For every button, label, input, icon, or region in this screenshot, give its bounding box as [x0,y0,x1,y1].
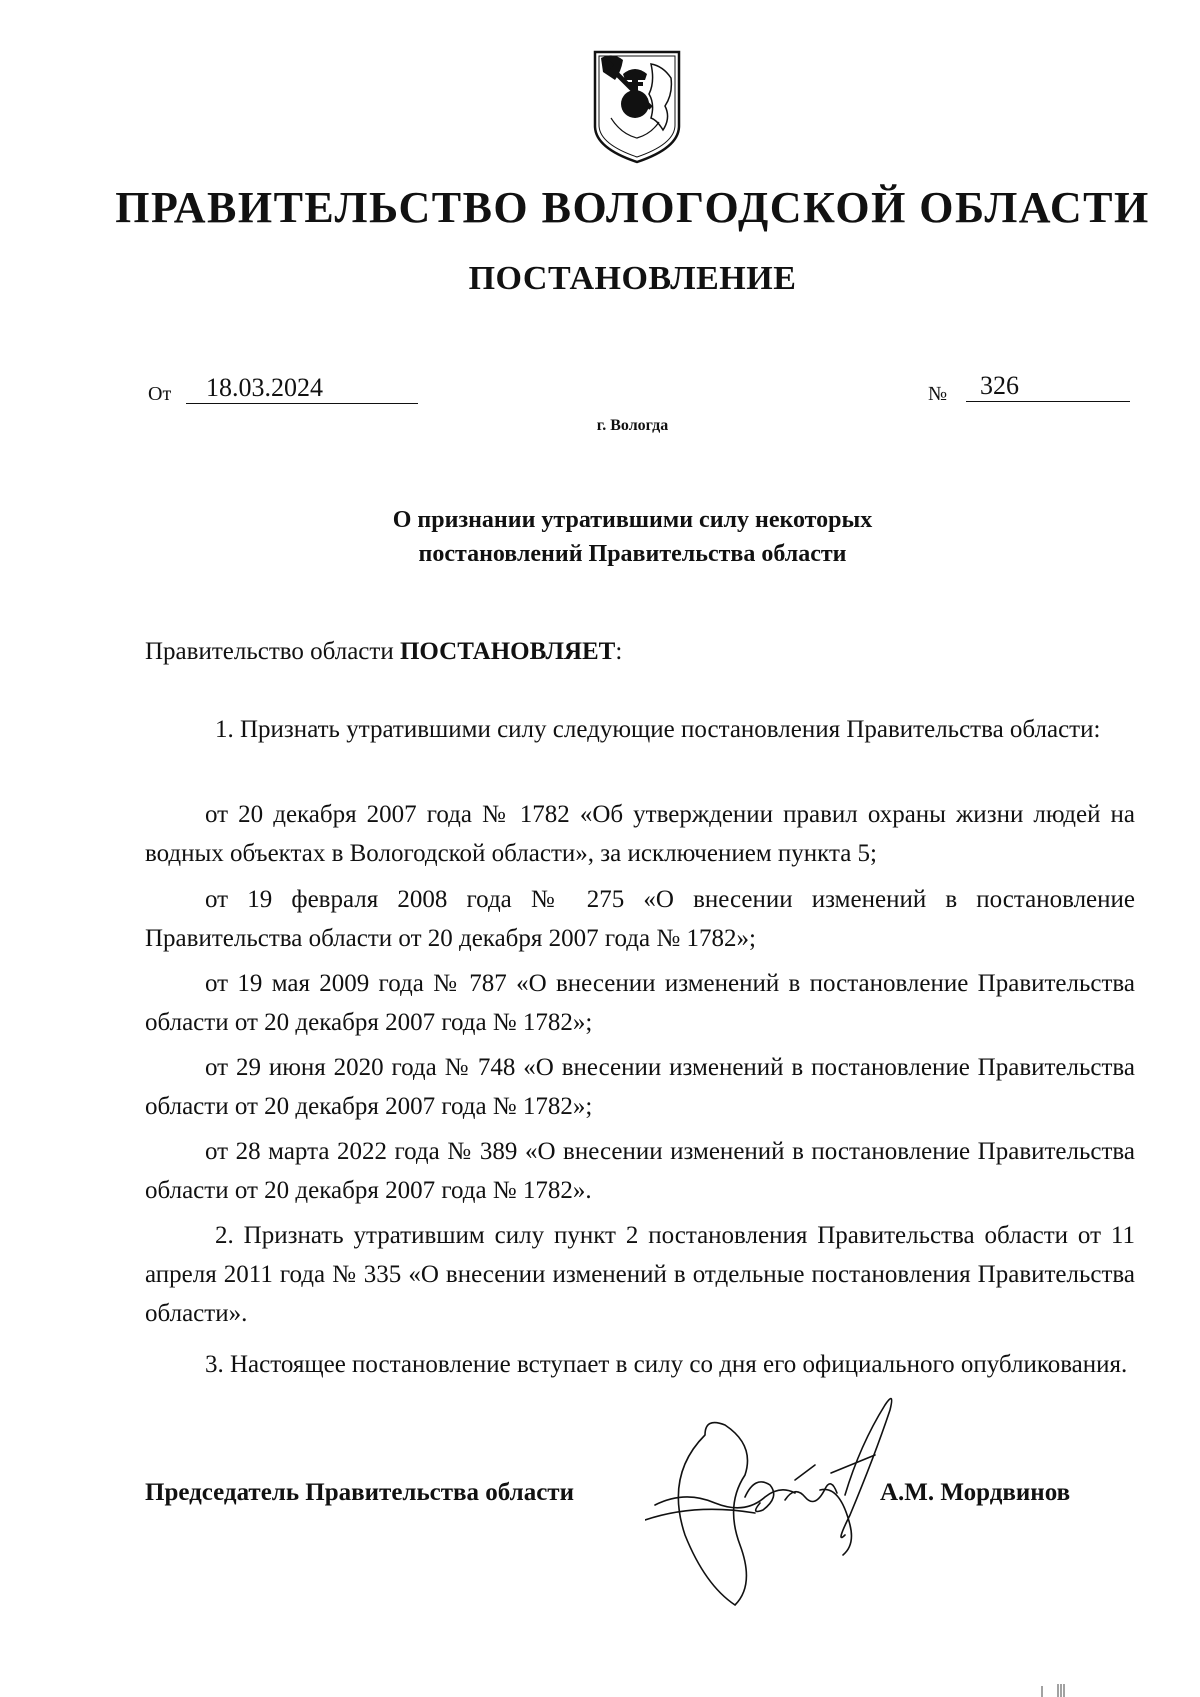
date-field [148,373,323,406]
number-field [928,371,1019,406]
handwritten-signature-icon [645,1385,925,1615]
lead-prefix: Правительство области [145,638,400,665]
date-value: 18.03.2024 [186,373,418,404]
scan-margin-marks [1040,1680,1070,1697]
signatory-name: А.М. Мордвинов [880,1479,1071,1506]
paragraph-item-2: от 19 февраля 2008 года № 275 «О внесении изменений в постановление Правительства области от 20 декабря 2007 года № 1782»; [145,886,1135,952]
paragraph-3: 3. Настоящее постановление вступает в силу со дня его официального опубликования. [205,1351,1128,1378]
lead-suffix: : [615,638,623,665]
city-label: г. Вологда [596,417,669,434]
paragraph-item-4: от 29 июня 2020 года № 748 «О внесении изменений в постановление Правительства области от 20 декабря 2007 года № 1782»; [145,1054,1135,1120]
number-prefix: № [928,383,948,405]
paragraph-item-1: от 20 декабря 2007 года № 1782 «Об утверждении правил охраны жизни людей на водных объектах в Вологодской области», за исключением пункта 5; [145,801,1135,867]
paragraph-item-5: от 28 марта 2022 года № 389 «О внесении изменений в постановление Правительства области от 20 декабря 2007 года № 1782». [145,1138,1135,1204]
resolution-lead [145,632,1135,671]
date-prefix: От [148,383,172,405]
signatory-title: Председатель Правительства области [145,1479,574,1506]
subject-line-1: О признании утратившими силу некоторых [392,507,873,533]
paragraph-2: 2. Признать утратившим силу пункт 2 постановления Правительства области от 11 апреля 2011 года № 335 «О внесении изменений в отдельные постановления Правительства области». [145,1222,1135,1327]
paragraph-item-3: от 19 мая 2009 года № 787 «О внесении изменений в постановление Правительства области от 20 декабря 2007 года № 1782»; [145,970,1135,1036]
organization-title: ПРАВИТЕЛЬСТВО ВОЛОГОДСКОЙ ОБЛАСТИ [115,183,1150,232]
number-value: 326 [966,371,1130,402]
paragraph-1: 1. Признать утратившими силу следующие постановления Правительства области: [215,716,1101,743]
lead-keyword: ПОСТАНОВЛЯЕТ [399,638,616,665]
vologda-coat-of-arms-icon [591,48,683,166]
document-subject [0,503,1200,571]
document-type: ПОСТАНОВЛЕНИЕ [468,260,797,297]
subject-line-2: постановлений Правительства области [418,541,847,567]
